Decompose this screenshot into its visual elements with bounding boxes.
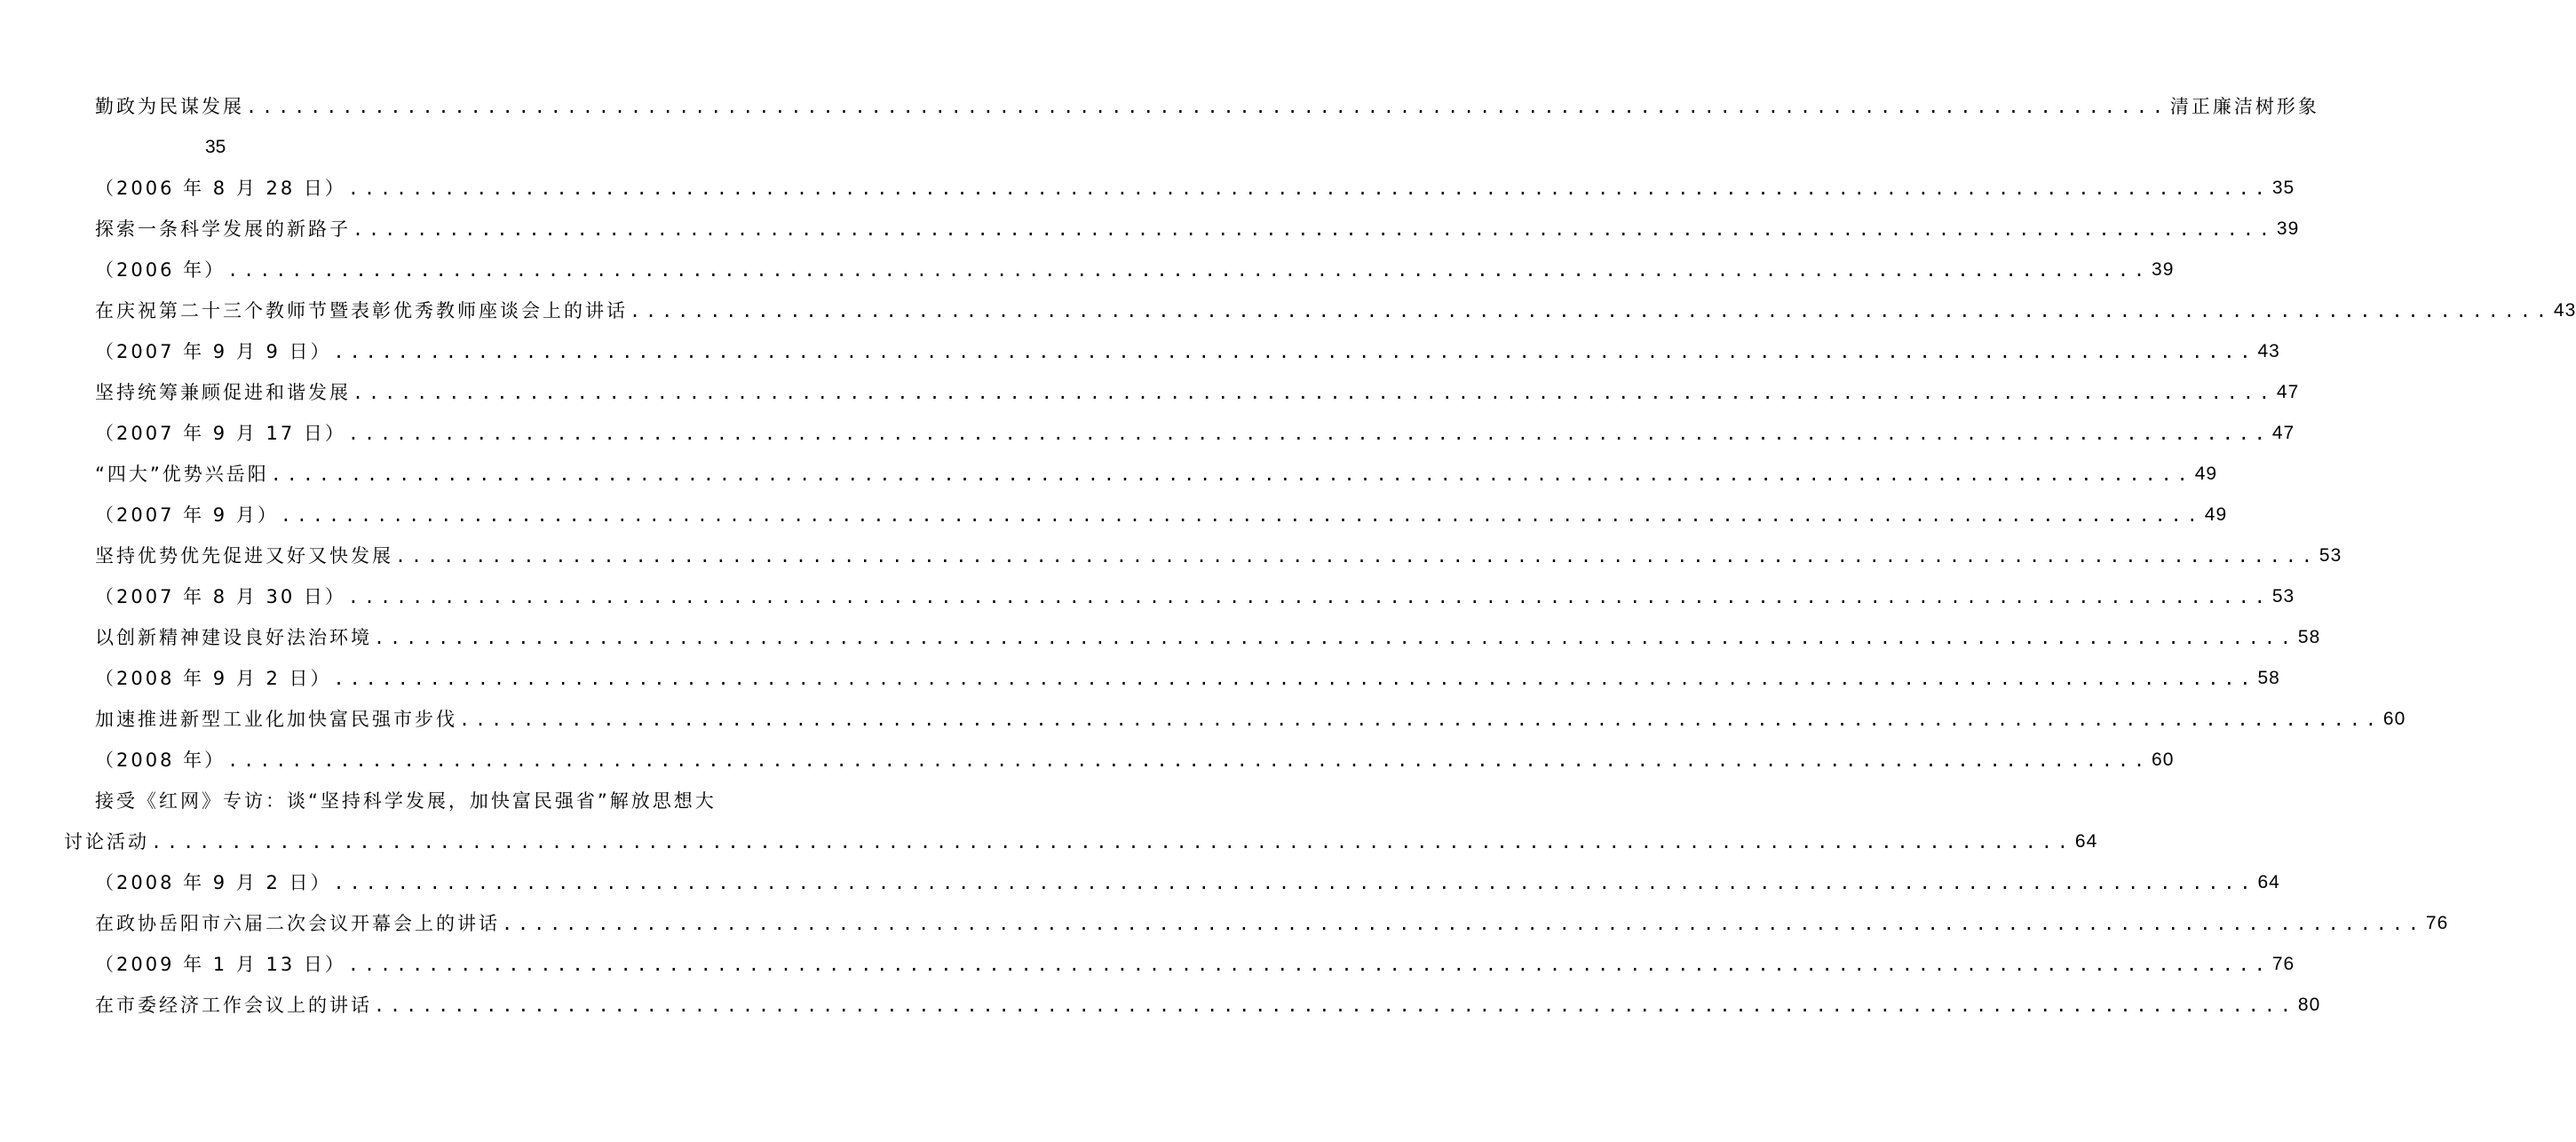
leader-dots: ........................................................................................................................ bbox=[353, 382, 2275, 403]
leader-dots: ........................................................................................................................ bbox=[227, 259, 2151, 281]
toc-page-number: 80 bbox=[2297, 995, 2321, 1015]
toc-entry-date: （2007 年 9 月） bbox=[95, 504, 279, 526]
toc-page-number: 58 bbox=[2297, 627, 2321, 647]
toc-entry-title: 坚持统筹兼顾促进和谐发展 bbox=[95, 382, 351, 403]
toc-entry[interactable] bbox=[95, 297, 2576, 324]
leader-dots: ........................................................................................................................ bbox=[347, 423, 2271, 444]
leader-dots: ........................................................................................................................ bbox=[630, 300, 2552, 321]
toc-entry-title: 以创新精神建设良好法治环境 bbox=[95, 627, 372, 648]
toc-entry-title: 在市委经济工作会议上的讲话 bbox=[95, 995, 372, 1016]
toc-entry[interactable] bbox=[95, 502, 2228, 528]
toc-page-number: 58 bbox=[2257, 668, 2280, 688]
leader-dots: ........................................................................................................................ bbox=[459, 709, 2382, 730]
toc-page-number: 60 bbox=[2152, 749, 2175, 770]
toc-page-number: 35 bbox=[2271, 178, 2295, 198]
toc-page-number: 47 bbox=[2276, 382, 2300, 402]
toc-page-number: 43 bbox=[2553, 300, 2576, 321]
toc-entry-title: “四大”优势兴岳阳 bbox=[95, 464, 269, 485]
leader-dots: ........................................................................................................................ bbox=[502, 913, 2424, 934]
leader-dots: ........................................................................................................................ bbox=[347, 178, 2271, 199]
toc-entry-date: （2006 年 8 月 28 日） bbox=[95, 178, 346, 199]
toc-page-number: 39 bbox=[2152, 259, 2175, 280]
leader-dots: ........................................................................................................................ bbox=[333, 668, 2256, 689]
toc-entry[interactable] bbox=[95, 216, 2300, 242]
leader-dots: ........................................................................................................................ bbox=[151, 831, 2073, 853]
toc-entry[interactable] bbox=[95, 869, 2280, 896]
toc-page-number: 35 bbox=[205, 137, 226, 157]
toc-entry-title: 接受《红网》专访：谈“坚持科学发展，加快富民强省”解放思想大 bbox=[95, 790, 717, 812]
leader-dots: ........................................................................................................................ bbox=[374, 627, 2296, 648]
toc-entry[interactable] bbox=[95, 379, 2300, 406]
toc-entry[interactable] bbox=[95, 747, 2175, 773]
toc-entry[interactable] bbox=[95, 543, 2342, 569]
toc-page-number: 53 bbox=[2271, 586, 2295, 607]
toc-page-number: 39 bbox=[2276, 218, 2300, 239]
toc-entry-title: 勤政为民谋发展 bbox=[95, 96, 244, 117]
toc-entry-continuation-text: 清正廉洁树形象 bbox=[2169, 96, 2319, 117]
toc-entry[interactable] bbox=[95, 420, 2295, 447]
toc-entry-date: （2008 年 9 月 2 日） bbox=[95, 668, 332, 689]
leader-dots: ........................................................................................................................ bbox=[227, 749, 2151, 771]
toc-entry-date: （2007 年 8 月 30 日） bbox=[95, 586, 346, 607]
leader-dots: ........................................................................................................................ bbox=[280, 504, 2203, 526]
toc-entry[interactable] bbox=[95, 461, 2218, 488]
toc-entry[interactable] bbox=[95, 992, 2321, 1019]
toc-entry-title: 在政协岳阳市六届二次会议开幕会上的讲话 bbox=[95, 913, 500, 934]
toc-page-number: 76 bbox=[2271, 954, 2295, 974]
toc-page-number: 49 bbox=[2204, 504, 2228, 525]
leader-dots: ........................................................................................................................ bbox=[333, 872, 2256, 893]
leader-dots: ........................................................................................................................ bbox=[347, 954, 2271, 975]
leader-dots: ........................................................................................................................ bbox=[347, 586, 2271, 607]
toc-entry-title-continued: 讨论活动 bbox=[64, 831, 149, 853]
toc-page-number: 64 bbox=[2074, 831, 2098, 852]
toc-entry[interactable] bbox=[95, 338, 2280, 365]
toc-entry[interactable] bbox=[95, 910, 2449, 937]
toc-entry[interactable] bbox=[95, 665, 2280, 692]
toc-page-number: 60 bbox=[2382, 709, 2406, 729]
leader-dots: ........................................................................................................................ bbox=[395, 545, 2318, 567]
toc-entry[interactable] bbox=[95, 624, 2321, 651]
toc-entry[interactable] bbox=[95, 706, 2406, 733]
leader-dots: ........................................................................................................................ bbox=[333, 341, 2256, 362]
toc-entry-date: （2007 年 9 月 17 日） bbox=[95, 423, 346, 444]
toc-entry[interactable] bbox=[64, 829, 2098, 855]
toc-entry[interactable] bbox=[95, 175, 2295, 202]
toc-entry-title: 探索一条科学发展的新路子 bbox=[95, 218, 351, 240]
toc-page-number: 47 bbox=[2271, 423, 2295, 443]
toc-page-number: 53 bbox=[2318, 545, 2342, 566]
toc-entry-title: 加速推进新型工业化加快富民强市步伐 bbox=[95, 709, 457, 730]
toc-entry-date: （2006 年） bbox=[95, 259, 226, 281]
toc-entry-date: （2008 年 9 月 2 日） bbox=[95, 872, 332, 893]
leader-dots: ........................................................................................................................ bbox=[270, 464, 2193, 485]
toc-entry[interactable] bbox=[95, 93, 2319, 120]
toc-page-number: 76 bbox=[2425, 913, 2449, 933]
toc-entry[interactable] bbox=[95, 788, 741, 814]
toc-entry-date: （2007 年 9 月 9 日） bbox=[95, 341, 332, 362]
toc-entry-title: 坚持优势优先促进又好又快发展 bbox=[95, 545, 393, 567]
toc-entry[interactable] bbox=[95, 951, 2295, 978]
leader-dots: ........................................................................................................................ bbox=[374, 995, 2296, 1016]
toc-page-number: 49 bbox=[2194, 464, 2218, 484]
toc-page-number: 43 bbox=[2257, 341, 2280, 361]
toc-entry-date: （2008 年） bbox=[95, 749, 226, 771]
toc-entry[interactable] bbox=[95, 257, 2175, 283]
toc-page-number: 64 bbox=[2257, 872, 2280, 892]
toc-entry-title: 在庆祝第二十三个教师节暨表彰优秀教师座谈会上的讲话 bbox=[95, 300, 628, 321]
leader-dots: ........................................................................................................................ bbox=[246, 96, 2168, 117]
leader-dots: ........................................................................................................................ bbox=[353, 218, 2275, 240]
toc-entry-date: （2009 年 1 月 13 日） bbox=[95, 954, 346, 975]
toc-entry[interactable] bbox=[95, 583, 2295, 610]
